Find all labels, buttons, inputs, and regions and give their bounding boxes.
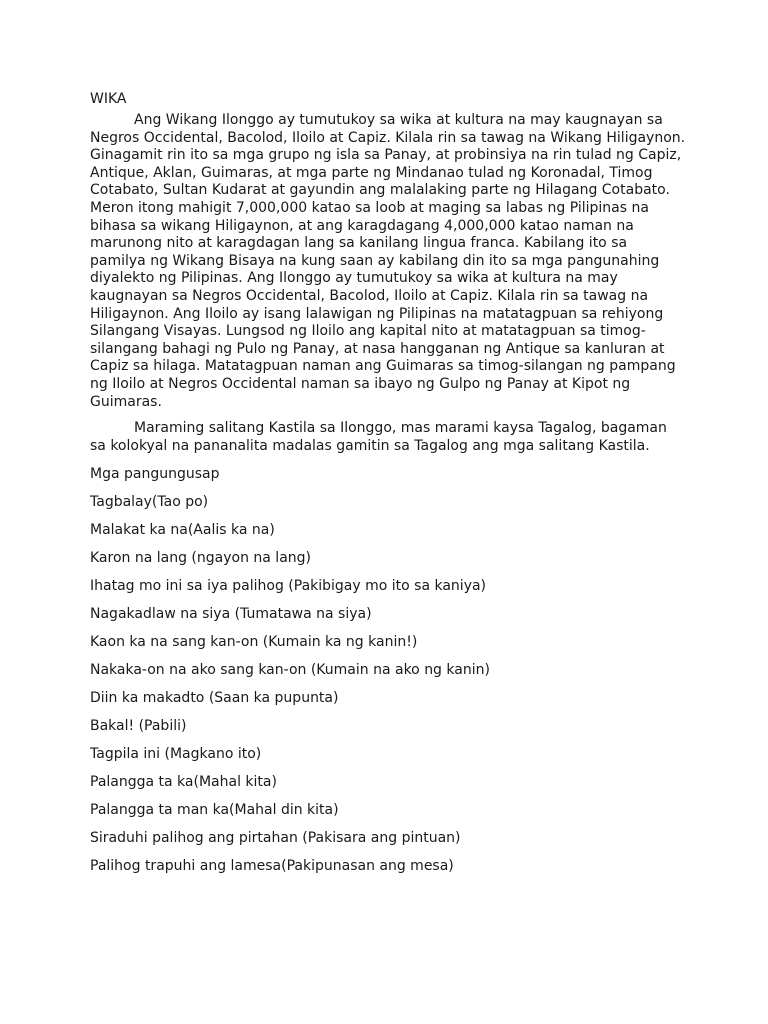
paragraph-ilonggo-intro: Ang Wikang Ilonggo ay tumutukoy sa wika at kultura na may kaugnayan sa Negros Occidental, Bacolod, Iloilo at Capiz. Kilala rin sa tawag na Wikang Hiligaynon. Ginagamit rin ito sa mga grupo ng isla sa Panay, at probinsiya na rin tulad ng Capiz, Antique, Aklan, Guimaras, at mga parte ng Mindanao tulad ng Koronadal, Timog Cotabato, Sultan Kudarat at gayundin ang malalaking parte ng Hilagang Cotabato. Meron itong mahigit 7,000,000 katao sa loob at maging sa labas ng Pilipinas na bihasa sa wikang Hiligaynon, at ang karagdagang 4,000,000 katao naman na marunong nito at karagdagan lang sa kanilang lingua franca. Kabilang ito sa pamilya ng Wikang Bisaya na kung saan ay kabilang din ito sa mga pangunahing diyalekto ng Pilipinas. Ang Ilonggo ay tumutukoy sa wika at kultura na may kaugnayan sa Negros Occidental, Bacolod, Iloilo at Capiz. Kilala rin sa tawag na Hiligaynon. Ang Iloilo ay isang lalawigan ng Pilipinas na matatagpuan sa rehiyong Silangang Visayas. Lungsod ng Iloilo ang kapital nito at matatagpuan sa timog- silangang bahagi ng Pulo ng Panay, at nasa hangganan ng Antique sa kanluran at Capiz sa hilaga. Matatagpuan naman ang Guimaras sa timog-silangan ng pampang ng Iloilo at Negros Occidental naman sa ibayo ng Gulpo ng Panay at Kipot ng Guimaras. — [90, 112, 686, 410]
phrase-item: Tagbalay(Tao po) — [90, 494, 209, 511]
phrase-list-label: Mga pangungusap — [90, 466, 220, 483]
phrase-item: Palihog trapuhi ang lamesa(Pakipunasan ang mesa) — [90, 858, 454, 875]
paragraph-kastila-words: Maraming salitang Kastila sa Ilonggo, mas marami kaysa Tagalog, bagaman sa kolokyal na pananalita madalas gamitin sa Tagalog ang mga salitang Kastila. — [90, 420, 667, 454]
phrase-item: Ihatag mo ini sa iya palihog (Pakibigay mo ito sa kaniya) — [90, 578, 487, 595]
phrase-item: Kaon ka na sang kan-on (Kumain ka ng kanin!) — [90, 634, 418, 651]
phrase-item: Karon na lang (ngayon na lang) — [90, 550, 311, 567]
phrase-item: Palangga ta ka(Mahal kita) — [90, 774, 277, 791]
phrase-item: Bakal! (Pabili) — [90, 718, 187, 735]
phrase-list — [90, 493, 690, 885]
phrase-item: Nagakadlaw na siya (Tumatawa na siya) — [90, 606, 372, 623]
document-title: WIKA — [90, 91, 127, 107]
phrase-item: Nakaka-on na ako sang kan-on (Kumain na ako ng kanin) — [90, 662, 490, 679]
phrase-item: Palangga ta man ka(Mahal din kita) — [90, 802, 339, 819]
phrase-item: Tagpila ini (Magkano ito) — [90, 746, 262, 763]
phrase-item: Malakat ka na(Aalis ka na) — [90, 522, 275, 539]
document-page — [90, 90, 690, 885]
phrase-item: Siraduhi palihog ang pirtahan (Pakisara ang pintuan) — [90, 830, 461, 847]
phrase-item: Diin ka makadto (Saan ka pupunta) — [90, 690, 339, 707]
